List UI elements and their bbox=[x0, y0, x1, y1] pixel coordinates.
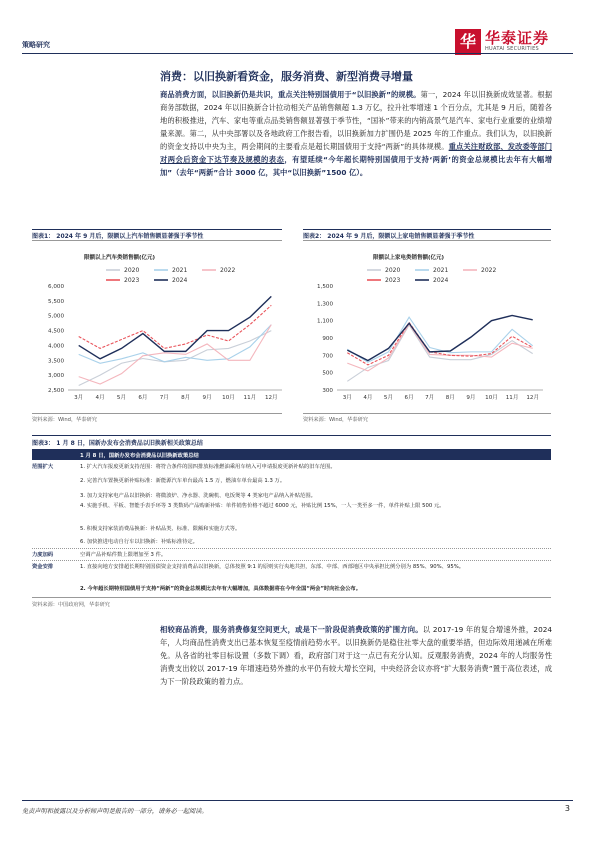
legend-label: 2021 bbox=[433, 267, 449, 275]
fig2-source: 资料来源：Wind，华泰研究 bbox=[303, 417, 368, 423]
x-tick-label: 8月 bbox=[445, 395, 455, 401]
x-tick-label: 3月 bbox=[342, 395, 352, 401]
table-row-text: 1. 直接向地方安排超长期特别国债资金支持消费品以旧换新，总体按照 9:1 的原则实行央地共担，东部、中部、西部地区中央承担比例分别为 85%、90%、95%。 bbox=[80, 564, 465, 570]
fig2-bottom-rule bbox=[303, 413, 551, 414]
table-row-text: 5. 积极支持家装消费品换新：补贴品类、标准、限额和实施方式等。 bbox=[80, 526, 241, 532]
outro-bold: 相较商品消费，服务消费修复空间更大，或是下一阶段促消费政策的扩围方向。 bbox=[160, 625, 423, 634]
fig1-title-rule bbox=[32, 240, 282, 241]
x-tick-label: 6月 bbox=[404, 395, 414, 401]
y-tick-label: 500 bbox=[322, 370, 333, 377]
legend-label: 2024 bbox=[433, 277, 449, 285]
table-row-text: 2. 完善汽车置换更新补贴标准：新能源汽车单台最高 1.5 万，燃油车单台最高 1.3 万。 bbox=[80, 478, 286, 484]
series-line-2022 bbox=[79, 325, 272, 384]
fig2-title-rule bbox=[303, 240, 551, 241]
fig2-top-rule bbox=[303, 229, 551, 230]
y-tick-label: 3,000 bbox=[47, 373, 64, 380]
x-tick-label: 5月 bbox=[116, 395, 127, 401]
table-divider bbox=[32, 560, 551, 561]
y-tick-label: 300 bbox=[322, 388, 333, 394]
series-line-2024 bbox=[79, 296, 272, 358]
fig3-source: 资料来源：中国政府网，华泰研究 bbox=[32, 602, 110, 608]
chart-title: 限额以上家电类销售额(亿元) bbox=[373, 255, 445, 261]
header-rule bbox=[22, 53, 573, 54]
y-tick-label: 4,000 bbox=[47, 343, 64, 350]
fig3-top-rule bbox=[32, 435, 551, 436]
table-row-category: 力度加码 bbox=[32, 552, 54, 558]
legend-label: 2022 bbox=[481, 267, 497, 275]
logo-en: HUATAI SECURITIES bbox=[485, 46, 539, 52]
fig1-title: 图表1： 2024 年 9 月后，限额以上汽车销售额显著强于季节性 bbox=[32, 233, 204, 240]
intro-emphasis: 重点关注财政部、发改委等部门对两会后资金下达节奏及规模的表态 bbox=[160, 142, 553, 164]
table-row-text: 空调产品补贴件数上限增加至 3 件。 bbox=[80, 552, 167, 558]
huatai-logo bbox=[455, 27, 565, 63]
x-tick-label: 9月 bbox=[202, 395, 212, 401]
legend-label: 2023 bbox=[124, 277, 140, 285]
appliance-sales-chart bbox=[303, 246, 553, 411]
legend-label: 2022 bbox=[220, 267, 236, 275]
x-tick-label: 11月 bbox=[505, 395, 519, 401]
fig3-title: 图表3： 1 月 8 日，国新办发布会消费品以旧换新相关政策总结 bbox=[32, 440, 203, 447]
legend-label: 2020 bbox=[385, 267, 401, 275]
fig2-title: 图表2： 2024 年 9 月后，限额以上家电销售额显著强于季节性 bbox=[303, 233, 475, 240]
x-tick-label: 5月 bbox=[383, 395, 394, 401]
report-category: 策略研究 bbox=[22, 41, 50, 49]
y-tick-label: 5,000 bbox=[47, 313, 64, 320]
y-tick-label: 700 bbox=[322, 353, 333, 360]
table-row-text: 3. 加力支持家电产品以旧换新：将微波炉、净水器、洗碗机、电饭煲等 4 类家电产品纳入补贴范围。 bbox=[80, 493, 316, 499]
x-tick-label: 7月 bbox=[159, 395, 169, 401]
table-row-category: 资金安排 bbox=[32, 564, 54, 570]
car-sales-chart bbox=[32, 246, 287, 411]
intro-emphasis-text: ，有望延续“今年超长期特别国债用于支持‘两新’的资金总规模比去年有大幅增加”（去年“两新”合计 3000 亿，其中“以旧换新”1500 亿）。 bbox=[160, 155, 552, 177]
y-tick-label: 1,300 bbox=[316, 301, 333, 308]
x-tick-label: 3月 bbox=[74, 395, 84, 401]
footer-rule bbox=[22, 800, 573, 801]
x-tick-label: 11月 bbox=[243, 395, 257, 401]
section-title: 消费：以旧换新看资金，服务消费、新型消费寻增量 bbox=[160, 70, 413, 83]
logo-mark-icon: 华 bbox=[455, 29, 481, 55]
footer-disclaimer: 免责声明和披露以及分析师声明是报告的一部分，请务必一起阅读。 bbox=[22, 808, 208, 815]
outro-paragraph bbox=[160, 623, 552, 688]
x-tick-label: 9月 bbox=[466, 395, 476, 401]
legend-label: 2023 bbox=[385, 277, 401, 285]
x-tick-label: 6月 bbox=[138, 395, 148, 401]
table-header-text: 1 月 8 日，国新办发布会消费品以旧换新政策总结 bbox=[80, 453, 199, 459]
y-tick-label: 1,100 bbox=[316, 318, 333, 325]
series-line-2023 bbox=[79, 305, 272, 348]
fig1-bottom-rule bbox=[32, 413, 282, 414]
chart-title: 限额以上汽车类销售额(亿元) bbox=[84, 255, 156, 261]
legend-label: 2021 bbox=[172, 267, 188, 275]
series-line-2020 bbox=[79, 331, 272, 386]
x-tick-label: 12月 bbox=[526, 395, 540, 401]
series-line-2022 bbox=[347, 324, 532, 371]
intro-bold: 商品消费方面，以旧换新仍是共识，重点关注特别国债用于“以旧换新”的规模。 bbox=[160, 90, 421, 99]
intro-paragraph bbox=[160, 88, 552, 179]
legend-label: 2024 bbox=[172, 277, 188, 285]
y-tick-label: 4,500 bbox=[47, 328, 64, 335]
intro-text: 第一，2024 年以旧换新成效显著。根据商务部数据，2024 年以旧换新合计拉动相关产品销售额超 1.3 万亿，拉升社零增速 1 个百分点，尤其是 9 月后，随着各地的积极推进，汽车、家电等重点品类销售额显著强于季节性，“国补”带来的内销高景气是汽车、家电行业重要的业绩增量来源。第二，从中央部署以及各地政府工作报告看，以旧换新加力扩围仍是 2025 年的工作重点。我们认为，以旧换新的资金支持以中央为主，两会期间的主要看点是超长期国债用于支持“两新”的具体规模。 bbox=[160, 90, 552, 151]
table-row-text: 2. 今年超长期特别国债用于支持“两新”的资金总规模比去年有大幅增加，具体数据将在今年全国“两会”时向社会公布。 bbox=[80, 586, 362, 592]
x-tick-label: 8月 bbox=[181, 395, 191, 401]
x-tick-label: 12月 bbox=[264, 395, 278, 401]
x-tick-label: 10月 bbox=[222, 395, 235, 401]
table-row-text: 6. 加快推进电动自行车以旧换新：补贴标准待定。 bbox=[80, 539, 198, 545]
table-row-text: 4. 实施手机、平板、智能手表手环等 3 类数码产品购新补贴：单件销售价格不超过 6000 元，补贴比例 15%，一人一类至多一件，单件补贴上限 500 元。 bbox=[80, 503, 445, 509]
y-tick-label: 5,500 bbox=[47, 298, 64, 305]
x-tick-label: 10月 bbox=[485, 395, 498, 401]
logo-cn: 华泰证券 bbox=[485, 29, 550, 47]
y-tick-label: 3,500 bbox=[47, 358, 64, 365]
table-header bbox=[32, 449, 551, 460]
y-tick-label: 6,000 bbox=[47, 284, 64, 290]
x-tick-label: 4月 bbox=[363, 395, 373, 401]
fig1-source: 资料来源：Wind，华泰研究 bbox=[32, 417, 97, 423]
y-tick-label: 900 bbox=[322, 336, 333, 342]
table-divider bbox=[32, 548, 551, 549]
table-row-text: 1. 扩大汽车报废更新支持范围：将符合条件的国四排放标准燃油乘用车纳入可申请报废更新补贴的旧车范围。 bbox=[80, 464, 336, 470]
legend-label: 2020 bbox=[124, 267, 140, 275]
page-number: 3 bbox=[564, 804, 570, 813]
y-tick-label: 2,500 bbox=[47, 388, 64, 394]
y-tick-label: 1,500 bbox=[316, 284, 333, 290]
table-row-category: 范围扩大 bbox=[32, 464, 54, 470]
fig1-top-rule bbox=[32, 229, 282, 230]
table-bottom-rule bbox=[32, 597, 551, 598]
x-tick-label: 4月 bbox=[95, 395, 105, 401]
outro-text: 以 2017-19 年的复合增速外推，2024 年，人均商品性消费支出已基本恢复至疫情前趋势水平。以旧换新仍是稳住社零大盘的重要举措，但边际效用递减在所难免。从各省的社零目标设置（多数下调）看，政府部门对于这一点已有充分认知。反观服务消费，2024 年的人均服务性消费支出较以 2017-19 年增速趋势外推的水平仍有较大增长空间，中央经济会议亦将“扩大服务消费”置于高位表述，成为下一阶段政策的着力点。 bbox=[160, 625, 552, 686]
x-tick-label: 7月 bbox=[425, 395, 435, 401]
